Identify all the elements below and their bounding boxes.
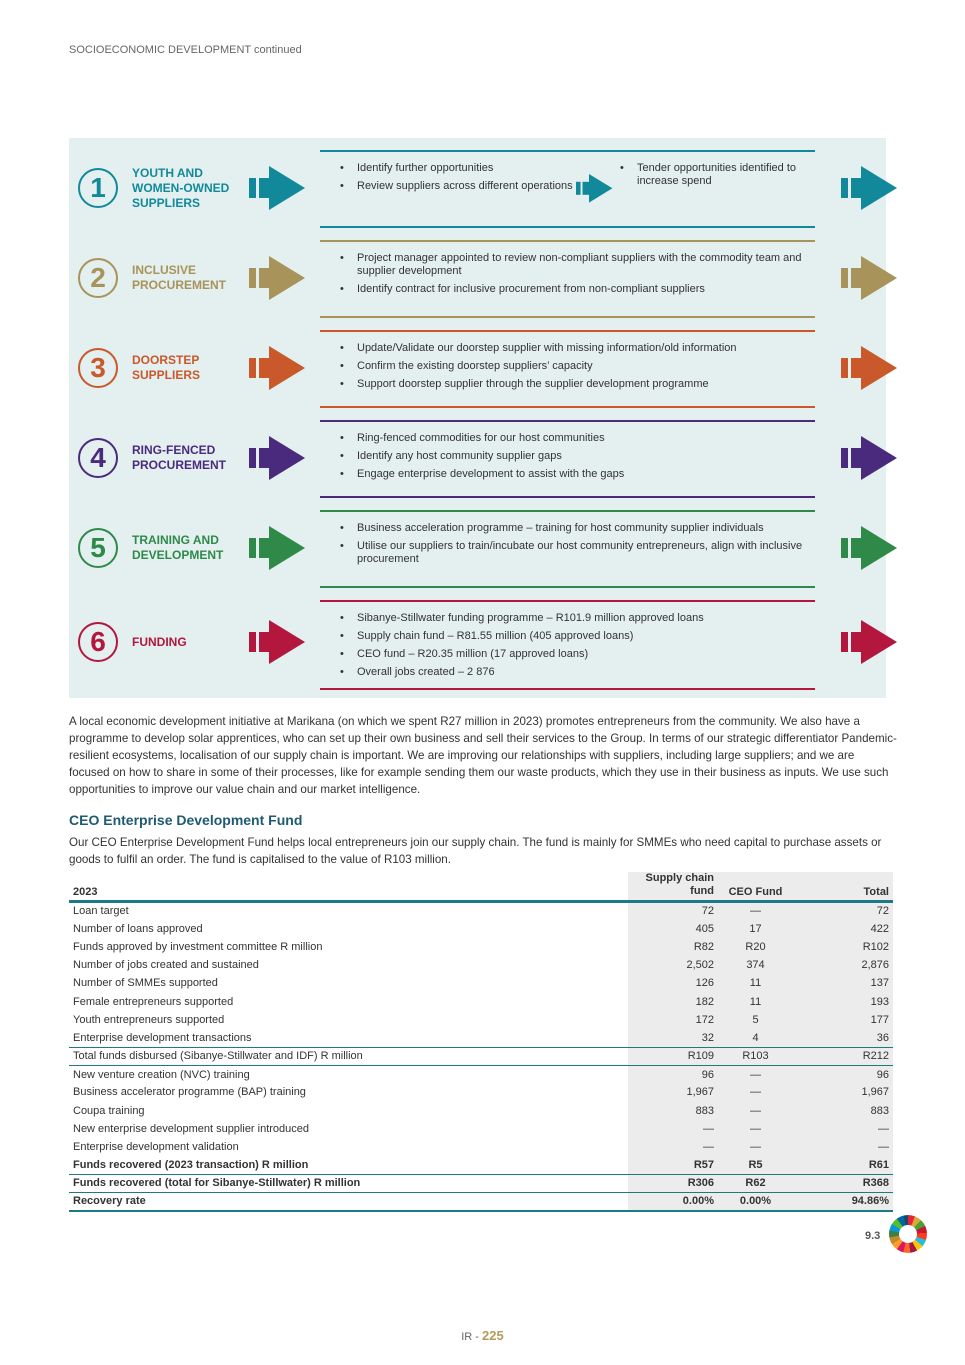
action-item: • Utilise our suppliers to train/incubate our host community entrepreneurs, align with inclusive procurement bbox=[340, 540, 803, 566]
cell-value: — bbox=[718, 1102, 793, 1120]
cell-value: 405 bbox=[628, 920, 718, 938]
table-row bbox=[69, 1083, 893, 1101]
cell-value: R57 bbox=[628, 1156, 718, 1174]
cell-value: — bbox=[793, 1120, 893, 1138]
cell-value: R62 bbox=[718, 1174, 793, 1192]
cell-value: 193 bbox=[793, 992, 893, 1010]
fund-paragraph: Our CEO Enterprise Development Fund helps local entrepreneurs join our supply chain. The fund is mainly for SMMEs who need capital to purchase assets or goods to fulfil an order. The fund is capitalised to the value of R103 million. bbox=[69, 836, 882, 866]
arrow-icon bbox=[249, 526, 305, 570]
arrow-icon bbox=[576, 174, 612, 203]
row-label: Youth entrepreneurs supported bbox=[73, 1013, 225, 1026]
pillar-actions bbox=[320, 420, 815, 498]
row-label: Female entrepreneurs supported bbox=[73, 995, 234, 1008]
cell-value: R102 bbox=[793, 938, 893, 956]
action-item: • Identify contract for inclusive procurement from non-compliant suppliers bbox=[340, 283, 803, 296]
pillar-label: YOUTH AND WOMEN-OWNED SUPPLIERS bbox=[132, 166, 230, 210]
cell-value: — bbox=[793, 1138, 893, 1156]
arrow-icon bbox=[249, 166, 305, 210]
procurement-pillars-infographic bbox=[69, 138, 886, 698]
cell-value: 177 bbox=[793, 1011, 893, 1029]
cell-value: 4 bbox=[718, 1029, 793, 1047]
row-label: Number of SMMEs supported bbox=[73, 977, 218, 990]
cell-value: 0.00% bbox=[628, 1193, 718, 1211]
action-item: • Tender opportunities identified to increase spend bbox=[620, 162, 810, 188]
table-row bbox=[69, 920, 893, 938]
arrow-icon bbox=[841, 620, 897, 664]
row-label: Total funds disbursed (Sibanye-Stillwater and IDF) R million bbox=[69, 1047, 628, 1065]
cell-value: 17 bbox=[718, 920, 793, 938]
pillar-actions bbox=[320, 150, 815, 228]
row-label: Coupa training bbox=[73, 1104, 145, 1117]
arrow-icon bbox=[841, 346, 897, 390]
cell-value: 883 bbox=[628, 1102, 718, 1120]
pillar-number: 3 bbox=[78, 348, 118, 388]
pillar-actions bbox=[320, 510, 815, 588]
action-item: • Overall jobs created – 2 876 bbox=[340, 666, 803, 679]
pillar-actions bbox=[320, 330, 815, 408]
arrow-icon bbox=[249, 436, 305, 480]
row-label: Business accelerator programme (BAP) training bbox=[73, 1086, 306, 1099]
cell-value: 126 bbox=[628, 974, 718, 992]
table-row bbox=[69, 1193, 893, 1211]
col-header-ceo-fund: CEO Fund bbox=[718, 872, 793, 902]
col-header-year: 2023 bbox=[69, 872, 628, 902]
row-label: Funds recovered (2023 transaction) R million bbox=[73, 1158, 309, 1171]
col-header-supply-chain: Supply chain fund bbox=[628, 872, 718, 902]
cell-value: 883 bbox=[793, 1102, 893, 1120]
pillar-row-4 bbox=[69, 413, 886, 503]
col-header-total: Total bbox=[793, 872, 893, 902]
row-label: Enterprise development transactions bbox=[73, 1031, 252, 1044]
sdg-wheel-icon bbox=[889, 1215, 927, 1253]
cell-value: 32 bbox=[628, 1029, 718, 1047]
pillar-row-1 bbox=[69, 143, 886, 233]
cell-value: R82 bbox=[628, 938, 718, 956]
cell-value: R61 bbox=[793, 1156, 893, 1174]
cell-value: R103 bbox=[718, 1047, 793, 1065]
action-item: • CEO fund – R20.35 million (17 approved loans) bbox=[340, 648, 803, 661]
action-item: • Engage enterprise development to assist with the gaps bbox=[340, 468, 803, 481]
action-item: • Project manager appointed to review non-compliant suppliers with the commodity team and supplier development bbox=[340, 252, 803, 278]
cell-value: — bbox=[718, 902, 793, 920]
arrow-icon bbox=[249, 346, 305, 390]
cell-value: — bbox=[718, 1065, 793, 1083]
table-row bbox=[69, 1029, 893, 1047]
cell-value: R306 bbox=[628, 1174, 718, 1192]
table-row bbox=[69, 1065, 893, 1083]
table-row bbox=[69, 1102, 893, 1120]
arrow-icon bbox=[249, 256, 305, 300]
cell-value: R109 bbox=[628, 1047, 718, 1065]
pillar-row-2 bbox=[69, 233, 886, 323]
pillar-actions bbox=[320, 240, 815, 318]
section-title: CEO Enterprise Development Fund bbox=[69, 812, 303, 828]
row-label: Funds recovered (total for Sibanye-Stillwater) R million bbox=[69, 1174, 628, 1192]
pillar-label: RING-FENCED PROCUREMENT bbox=[132, 443, 227, 472]
row-label: Funds approved by investment committee R million bbox=[73, 940, 323, 953]
cell-value: 137 bbox=[793, 974, 893, 992]
cell-value: 72 bbox=[793, 902, 893, 920]
cell-value: 1,967 bbox=[628, 1083, 718, 1101]
cell-value: 182 bbox=[628, 992, 718, 1010]
cell-value: R5 bbox=[718, 1156, 793, 1174]
intro-paragraph: A local economic development initiative at Marikana (on which we spent R27 million in 2023) promotes entrepreneurs from the community. We also have a programme to develop solar apprentices, who can set up their own business and sell their services to the Group. In terms of our strategic differentiator Pandemic-resilient ecosystems, localisation of our supply chain is important. We are improving our relationships with suppliers, including large suppliers; and we are focused on how to share in some of their processes, like for example sending them our waste products, which they use in their business as inputs. We use such opportunities to improve our value chain and our market intelligence. bbox=[69, 715, 897, 796]
pillar-row-6 bbox=[69, 597, 886, 687]
action-item: • Sibanye-Stillwater funding programme – R101.9 million approved loans bbox=[340, 612, 803, 625]
pillar-number: 4 bbox=[78, 438, 118, 478]
cell-value: 94.86% bbox=[793, 1193, 893, 1211]
action-item: • Supply chain fund – R81.55 million (405 approved loans) bbox=[340, 630, 803, 643]
cell-value: — bbox=[628, 1138, 718, 1156]
row-label: Number of jobs created and sustained bbox=[73, 959, 259, 972]
pillar-label: FUNDING bbox=[132, 635, 187, 649]
table-row bbox=[69, 1120, 893, 1138]
row-label: Enterprise development validation bbox=[73, 1141, 239, 1154]
pillar-label: TRAINING AND DEVELOPMENT bbox=[132, 533, 224, 562]
cell-value: 2,876 bbox=[793, 956, 893, 974]
arrow-icon bbox=[841, 436, 897, 480]
action-item: • Review suppliers across different operations bbox=[340, 180, 580, 193]
row-label: Recovery rate bbox=[69, 1193, 628, 1211]
pillar-number: 6 bbox=[78, 622, 118, 662]
table-row bbox=[69, 1011, 893, 1029]
table-row bbox=[69, 1156, 893, 1174]
cell-value: 0.00% bbox=[718, 1193, 793, 1211]
arrow-icon bbox=[841, 526, 897, 570]
row-label: New venture creation (NVC) training bbox=[69, 1065, 628, 1083]
row-label: Loan target bbox=[73, 905, 129, 918]
action-item: • Update/Validate our doorstep supplier with missing information/old information bbox=[340, 342, 803, 355]
cell-value: 96 bbox=[793, 1065, 893, 1083]
cell-value: R20 bbox=[718, 938, 793, 956]
table-row bbox=[69, 902, 893, 920]
action-item: • Business acceleration programme – training for host community supplier individuals bbox=[340, 522, 803, 535]
pillar-label: INCLUSIVE PROCUREMENT bbox=[132, 263, 227, 292]
fund-table bbox=[69, 872, 893, 1212]
footer-prefix: IR - bbox=[461, 1331, 483, 1343]
table-row bbox=[69, 956, 893, 974]
cell-value: 96 bbox=[628, 1065, 718, 1083]
pillar-row-5 bbox=[69, 503, 886, 593]
cell-value: R212 bbox=[793, 1047, 893, 1065]
row-label: Number of loans approved bbox=[73, 922, 203, 935]
cell-value: 422 bbox=[793, 920, 893, 938]
pillar-number: 2 bbox=[78, 258, 118, 298]
row-label: New enterprise development supplier introduced bbox=[73, 1122, 310, 1135]
table-row bbox=[69, 974, 893, 992]
pillar-number: 1 bbox=[78, 168, 118, 208]
arrow-icon bbox=[249, 620, 305, 664]
cell-value: 374 bbox=[718, 956, 793, 974]
table-row bbox=[69, 1047, 893, 1065]
table-row bbox=[69, 938, 893, 956]
cell-value: — bbox=[718, 1083, 793, 1101]
cell-value: 2,502 bbox=[628, 956, 718, 974]
table-row bbox=[69, 1138, 893, 1156]
cell-value: R368 bbox=[793, 1174, 893, 1192]
arrow-icon bbox=[841, 256, 897, 300]
action-item: • Ring-fenced commodities for our host communities bbox=[340, 432, 803, 445]
action-item: • Identify any host community supplier gaps bbox=[340, 450, 803, 463]
cell-value: 11 bbox=[718, 992, 793, 1010]
cell-value: 11 bbox=[718, 974, 793, 992]
pillar-label: DOORSTEP SUPPLIERS bbox=[132, 353, 201, 382]
pillar-number: 5 bbox=[78, 528, 118, 568]
arrow-icon bbox=[841, 166, 897, 210]
cell-value: — bbox=[718, 1138, 793, 1156]
action-item: • Confirm the existing doorstep suppliers’ capacity bbox=[340, 360, 803, 373]
action-item: • Identify further opportunities bbox=[340, 162, 580, 175]
cell-value: 172 bbox=[628, 1011, 718, 1029]
page-number: 225 bbox=[482, 1328, 504, 1343]
cell-value: 1,967 bbox=[793, 1083, 893, 1101]
sdg-target-label: 9.3 bbox=[865, 1230, 881, 1242]
table-row bbox=[69, 1174, 893, 1192]
running-header: SOCIOECONOMIC DEVELOPMENT continued bbox=[69, 44, 302, 56]
cell-value: 72 bbox=[628, 902, 718, 920]
page-footer bbox=[0, 1328, 965, 1343]
cell-value: 36 bbox=[793, 1029, 893, 1047]
cell-value: — bbox=[628, 1120, 718, 1138]
pillar-actions bbox=[320, 600, 815, 690]
pillar-row-3 bbox=[69, 323, 886, 413]
cell-value: — bbox=[718, 1120, 793, 1138]
action-item: • Support doorstep supplier through the supplier development programme bbox=[340, 378, 803, 391]
table-row bbox=[69, 992, 893, 1010]
cell-value: 5 bbox=[718, 1011, 793, 1029]
